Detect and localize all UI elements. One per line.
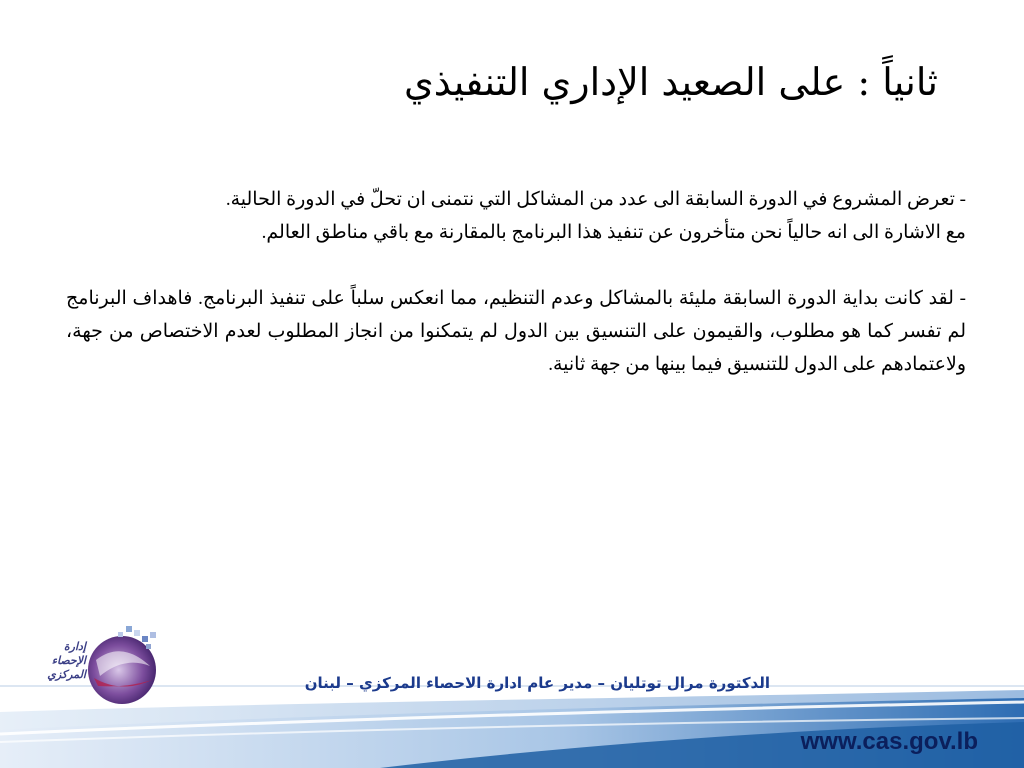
paragraph-1-line-2: مع الاشارة الى انه حالياً نحن متأخرون عن تنفيذ هذا البرنامج بالمقارنة مع باقي مناطق العالم. bbox=[261, 222, 966, 243]
logo-line-3: المركزي bbox=[47, 668, 86, 681]
paragraph-2-line-2: فاهداف البرنامج لم تفسر كما هو مطلوب، والقيمون على التنسيق بين الدول لم يتمكنوا من انجاز bbox=[66, 288, 966, 342]
logo-line-1: إدارة bbox=[63, 640, 86, 653]
paragraph-2-line-3: المطلوب لعدم الاختصاص من جهة، ولاعتمادهم على الدول للتنسيق فيما بينها من جهة ثانية. bbox=[66, 321, 966, 375]
slide-body bbox=[66, 183, 966, 381]
paragraph-1-line-1: - تعرض المشروع في الدورة السابقة الى عدد من المشاكل التي نتمنى ان تحلّ في الدورة الحالية. bbox=[225, 189, 966, 210]
paragraph-2-line-1: - لقد كانت بداية الدورة السابقة مليئة بالمشاكل وعدم التنظيم، مما انعكس سلباً على تنفيذ البرنامج. bbox=[198, 288, 966, 309]
paragraph-1 bbox=[66, 183, 966, 249]
logo-text bbox=[24, 640, 86, 682]
paragraph-2 bbox=[66, 282, 966, 381]
slide-title: ثانياً : على الصعيد الإداري التنفيذي bbox=[404, 60, 938, 104]
logo-line-2: الإحصاء bbox=[51, 654, 86, 667]
footer-url-link[interactable]: www.cas.gov.lb bbox=[800, 728, 978, 755]
footer-caption: الدكتورة مرال توتليان – مدير عام ادارة الاحصاء المركزي – لبنان bbox=[304, 674, 770, 692]
